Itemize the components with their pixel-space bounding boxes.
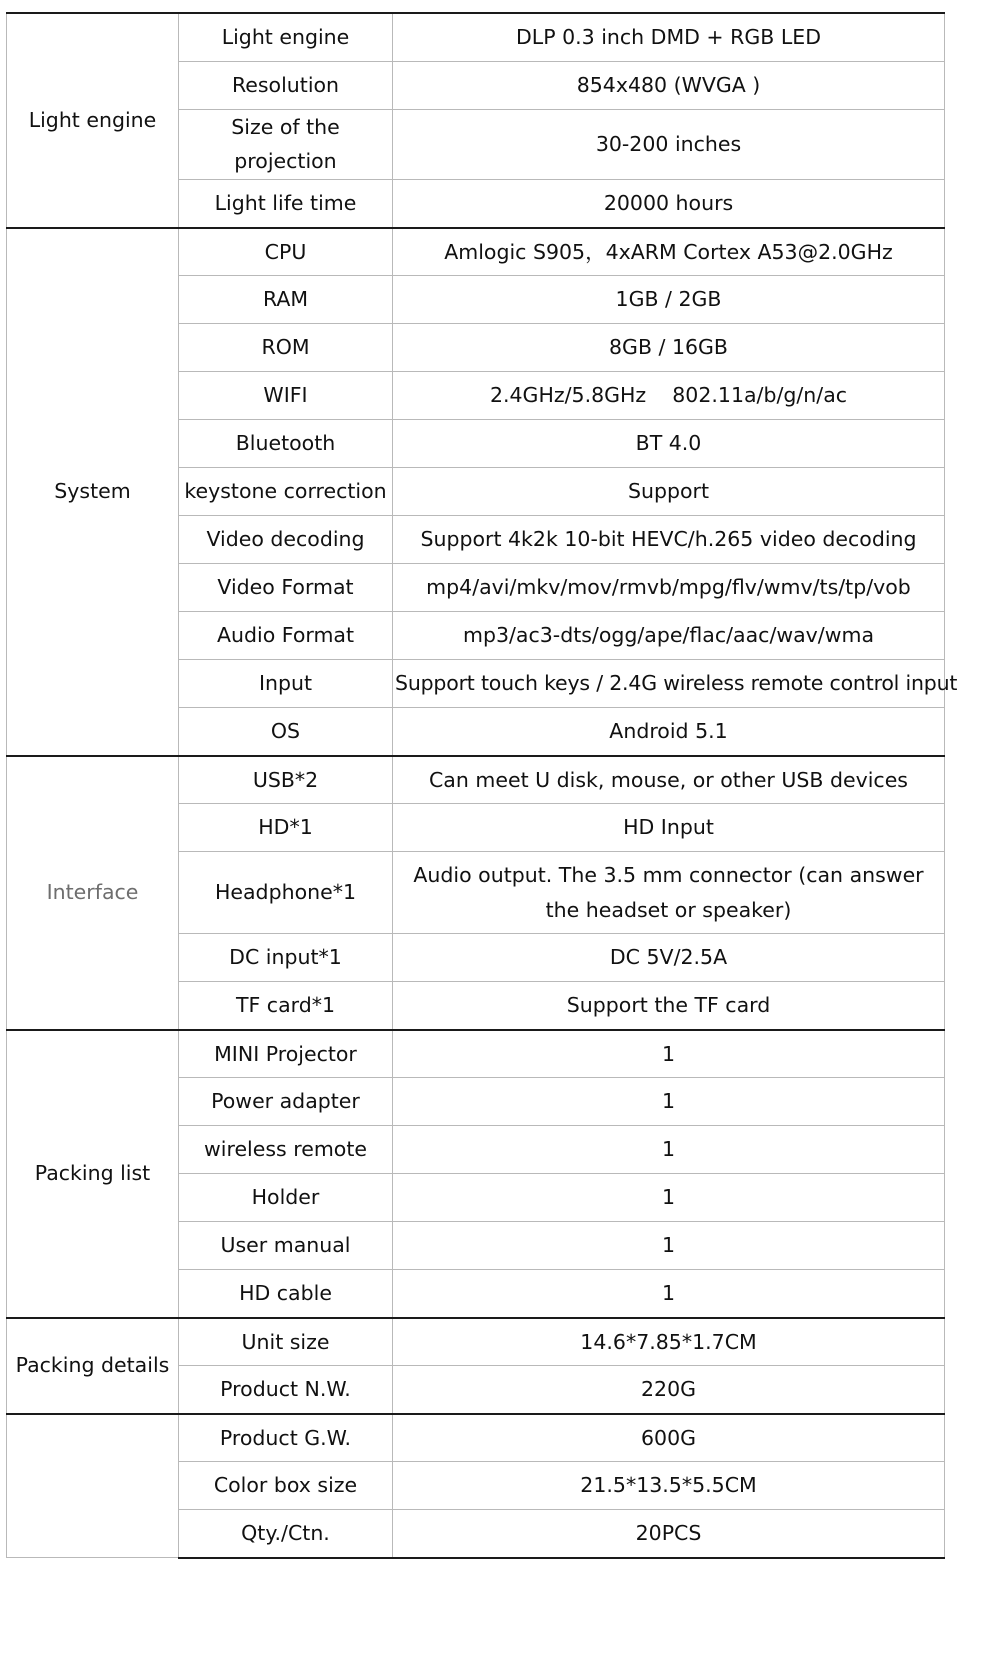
spec-name: Holder — [179, 1174, 393, 1222]
spec-value: DLP 0.3 inch DMD + RGB LED — [393, 13, 945, 61]
spec-value: 220G — [393, 1366, 945, 1414]
spec-name: ROM — [179, 324, 393, 372]
spec-value: 14.6*7.85*1.7CM — [393, 1318, 945, 1366]
spec-name: Color box size — [179, 1462, 393, 1510]
spec-name: keystone correction — [179, 468, 393, 516]
spec-name: Light engine — [179, 13, 393, 61]
spec-value: Support — [393, 468, 945, 516]
spec-value: 20PCS — [393, 1510, 945, 1558]
spec-value: 1GB / 2GB — [393, 276, 945, 324]
group-label-carton — [7, 1414, 179, 1558]
spec-value: 8GB / 16GB — [393, 324, 945, 372]
spec-name: Light life time — [179, 180, 393, 228]
spec-value: Support the TF card — [393, 982, 945, 1030]
spec-value: 854x480 (WVGA ) — [393, 61, 945, 109]
spec-name: TF card*1 — [179, 982, 393, 1030]
spec-name: OS — [179, 708, 393, 756]
spec-value: 1 — [393, 1174, 945, 1222]
spec-value: 1 — [393, 1126, 945, 1174]
spec-name: USB*2 — [179, 756, 393, 804]
spec-value: BT 4.0 — [393, 420, 945, 468]
spec-table — [6, 12, 958, 1559]
spec-value: 600G — [393, 1414, 945, 1462]
spec-value: Can meet U disk, mouse, or other USB devices — [393, 756, 945, 804]
spec-name: HD*1 — [179, 804, 393, 852]
spec-name: WIFI — [179, 372, 393, 420]
spec-name: Unit size — [179, 1318, 393, 1366]
spec-name: Product G.W. — [179, 1414, 393, 1462]
spec-value: 1 — [393, 1222, 945, 1270]
spec-value: Amlogic S905，4xARM Cortex A53@2.0GHz — [393, 228, 945, 276]
spec-value: Audio output. The 3.5 mm connector (can answer the headset or speaker) — [393, 852, 945, 934]
spec-value: 20000 hours — [393, 180, 945, 228]
group-label-packing-details: Packing details — [7, 1318, 179, 1414]
spec-name: Headphone*1 — [179, 852, 393, 934]
spec-name: HD cable — [179, 1270, 393, 1318]
spec-value: 2.4GHz/5.8GHz 802.11a/b/g/n/ac — [393, 372, 945, 420]
spec-name: Product N.W. — [179, 1366, 393, 1414]
spec-name: Qty./Ctn. — [179, 1510, 393, 1558]
spec-name: Video Format — [179, 564, 393, 612]
spec-name: Size of the projection — [179, 109, 393, 180]
spec-name: Video decoding — [179, 516, 393, 564]
spec-value: HD Input — [393, 804, 945, 852]
spec-name: wireless remote — [179, 1126, 393, 1174]
spec-name: Audio Format — [179, 612, 393, 660]
spec-name: User manual — [179, 1222, 393, 1270]
spec-name: Power adapter — [179, 1078, 393, 1126]
spec-value: Support touch keys / 2.4G wireless remote control input — [393, 660, 945, 708]
group-label-system: System — [7, 228, 179, 756]
spec-value: 30-200 inches — [393, 109, 945, 180]
group-label-packing-list: Packing list — [7, 1030, 179, 1318]
spec-value: 1 — [393, 1270, 945, 1318]
spec-name: MINI Projector — [179, 1030, 393, 1078]
spec-value: mp3/ac3-dts/ogg/ape/flac/aac/wav/wma — [393, 612, 945, 660]
spec-name: Bluetooth — [179, 420, 393, 468]
spec-value: 1 — [393, 1030, 945, 1078]
spec-name: Resolution — [179, 61, 393, 109]
spec-name: Input — [179, 660, 393, 708]
spec-value: Support 4k2k 10-bit HEVC/h.265 video decoding — [393, 516, 945, 564]
spec-name: CPU — [179, 228, 393, 276]
group-label-interface: Interface — [7, 756, 179, 1030]
spec-value: DC 5V/2.5A — [393, 934, 945, 982]
spec-name: DC input*1 — [179, 934, 393, 982]
group-label-light-engine: Light engine — [7, 13, 179, 228]
spec-value: Android 5.1 — [393, 708, 945, 756]
spec-value: 21.5*13.5*5.5CM — [393, 1462, 945, 1510]
spec-value: mp4/avi/mkv/mov/rmvb/mpg/flv/wmv/ts/tp/vob — [393, 564, 945, 612]
spec-name: RAM — [179, 276, 393, 324]
spec-value: 1 — [393, 1078, 945, 1126]
